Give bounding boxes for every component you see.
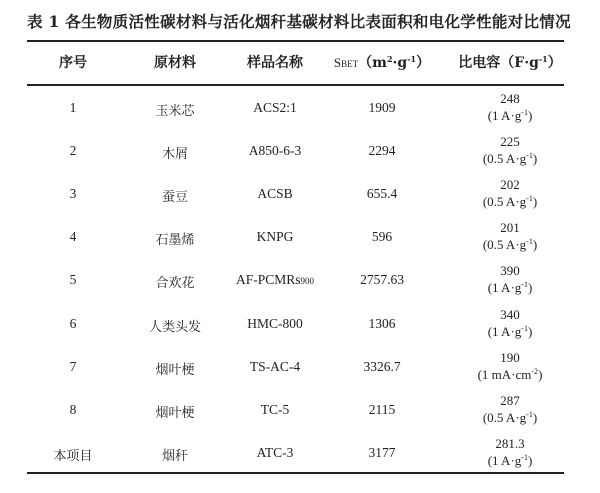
capacitance-value: 390 (500, 263, 520, 279)
condition-post: ) (532, 409, 538, 425)
cell-index: 6 (69, 315, 77, 331)
sample-name: HMC-800 (247, 315, 303, 331)
cell-sample (249, 143, 302, 159)
condition-exp: -1 (521, 108, 528, 117)
sbet-unit-mid: ·g (392, 55, 408, 71)
table-row (27, 174, 564, 217)
condition-post: ) (532, 151, 538, 167)
sample-name: ACS2:1 (253, 100, 297, 115)
table-row (27, 433, 564, 476)
condition-post: ) (527, 280, 533, 296)
top-rule (27, 40, 564, 42)
cell-sample (250, 359, 300, 375)
cell-sample (257, 229, 294, 245)
header-material: 原材料 (154, 55, 196, 71)
sample-name: ACSB (257, 186, 293, 202)
cell-sbet: 655.4 (366, 186, 398, 202)
table-row (27, 260, 564, 303)
cell-sbet: 2757.63 (360, 272, 404, 288)
cell-sbet: 1306 (368, 315, 396, 331)
sample-name: TS-AC-4 (249, 358, 301, 374)
table-header (27, 46, 564, 78)
cell-material: 烟叶梗 (155, 362, 195, 378)
header-sbet (334, 52, 430, 72)
capacitance-condition (483, 194, 537, 209)
header-rule (27, 84, 564, 86)
cell-sbet: 2115 (368, 401, 396, 417)
condition-pre: (0.5 A·g (482, 409, 527, 425)
condition-pre: (1 A·g (487, 108, 522, 123)
cell-capacitance (483, 176, 537, 210)
cell-capacitance (483, 133, 537, 167)
cap-exp: -1 (538, 54, 548, 64)
cell-material: 烟叶梗 (155, 405, 195, 421)
capacitance-value: 225 (500, 134, 520, 150)
capacitance-condition (483, 237, 537, 252)
condition-post: ) (527, 452, 533, 468)
cell-capacitance (488, 90, 533, 124)
cell-index: 1 (69, 100, 77, 115)
cell-capacitance (483, 219, 537, 253)
cell-index: 5 (69, 272, 77, 288)
sbet-symbol: S (333, 55, 342, 70)
table-row (27, 131, 564, 174)
table-row (27, 88, 564, 131)
condition-exp: -2 (531, 366, 539, 376)
capacitance-value: 248 (500, 91, 520, 106)
condition-exp: -1 (521, 323, 528, 333)
capacitance-condition (483, 151, 537, 166)
condition-pre: (0.5 A·g (482, 151, 527, 167)
condition-pre: (0.5 A·g (482, 237, 527, 253)
condition-exp: -1 (521, 280, 528, 290)
cell-material: 蚕豆 (161, 190, 189, 206)
condition-post: ) (532, 194, 538, 210)
capacitance-condition (488, 324, 533, 339)
bottom-rule (27, 472, 564, 474)
sample-subscript: 900 (300, 276, 315, 287)
cell-sample (257, 186, 292, 202)
cap-post: ） (547, 55, 562, 71)
sample-name: AF-PCMRs (235, 272, 301, 288)
condition-pre: (1 A·g (487, 280, 522, 296)
sbet-unit-exp2: -1 (407, 54, 417, 64)
sample-name: KNPG (256, 229, 294, 245)
header-capacitance (458, 52, 562, 72)
cell-sample (253, 100, 297, 116)
table-row (27, 390, 564, 433)
cell-index: 2 (69, 143, 77, 159)
cell-sbet: 3326.7 (363, 358, 401, 374)
cell-sbet: 2294 (368, 143, 396, 159)
capacitance-value: 340 (500, 306, 520, 322)
cell-sbet: 3177 (368, 444, 396, 460)
cell-sample (257, 445, 294, 461)
cell-sample (261, 402, 290, 418)
condition-exp: -1 (526, 194, 533, 204)
header-sample: 样品名称 (247, 55, 303, 71)
sbet-subscript: BET (341, 59, 359, 69)
capacitance-condition (488, 453, 533, 468)
cell-material: 木屑 (161, 147, 189, 163)
condition-pre: (0.5 A·g (482, 194, 527, 210)
cell-capacitance (483, 392, 537, 426)
table-row (27, 217, 564, 260)
cell-material: 人类头发 (148, 319, 202, 335)
cell-index: 7 (69, 358, 77, 374)
condition-pre: (1 mA·cm (477, 366, 532, 382)
cell-material: 烟秆 (161, 448, 189, 464)
cell-index: 4 (69, 229, 77, 245)
sbet-unit-pre: （m (358, 55, 387, 71)
capacitance-condition (478, 367, 543, 382)
cell-sample (247, 316, 303, 332)
condition-exp: -1 (526, 409, 533, 419)
cap-label: 比电容（F·g (458, 55, 539, 71)
cell-index: 8 (69, 401, 77, 417)
condition-post: ) (527, 108, 533, 123)
capacitance-value: 190 (500, 349, 520, 365)
condition-exp: -1 (526, 237, 533, 247)
cell-sbet: 1909 (368, 100, 396, 115)
condition-pre: (1 A·g (487, 452, 522, 468)
cell-index: 3 (69, 186, 77, 202)
table-title: 表 1 各生物质活性碳材料与活化烟秆基碳材料比表面积和电化学性能对比情况 (27, 12, 571, 31)
capacitance-value: 202 (500, 177, 520, 193)
cell-sample (236, 272, 314, 288)
capacitance-value: 201 (500, 220, 520, 236)
table-row (27, 304, 564, 347)
capacitance-value: 287 (500, 392, 520, 408)
condition-post: ) (527, 323, 533, 339)
condition-pre: (1 A·g (487, 323, 522, 339)
capacitance-condition (488, 108, 533, 123)
condition-exp: -1 (521, 452, 528, 462)
sbet-unit-post: ） (416, 55, 431, 71)
cell-index: 本项目 (53, 448, 93, 464)
sample-name: A850-6-3 (248, 143, 302, 159)
cell-material: 合欢花 (155, 276, 195, 292)
condition-exp: -1 (526, 151, 533, 161)
cell-capacitance (488, 435, 533, 469)
cell-capacitance (478, 349, 543, 383)
cell-capacitance (488, 306, 533, 340)
sample-name: ATC-3 (256, 444, 294, 460)
capacitance-condition (483, 410, 537, 425)
cell-sbet: 596 (371, 229, 393, 245)
cell-material: 玉米芯 (155, 104, 195, 119)
cell-capacitance (488, 262, 533, 296)
cell-material: 石墨烯 (155, 233, 195, 249)
sample-name: TC-5 (260, 401, 290, 417)
condition-post: ) (532, 237, 538, 253)
header-index: 序号 (59, 55, 87, 71)
capacitance-value: 281.3 (495, 435, 525, 451)
sbet-unit-exp1: 2 (386, 54, 393, 64)
capacitance-condition (488, 280, 533, 295)
condition-post: ) (538, 366, 543, 382)
table-row (27, 347, 564, 390)
